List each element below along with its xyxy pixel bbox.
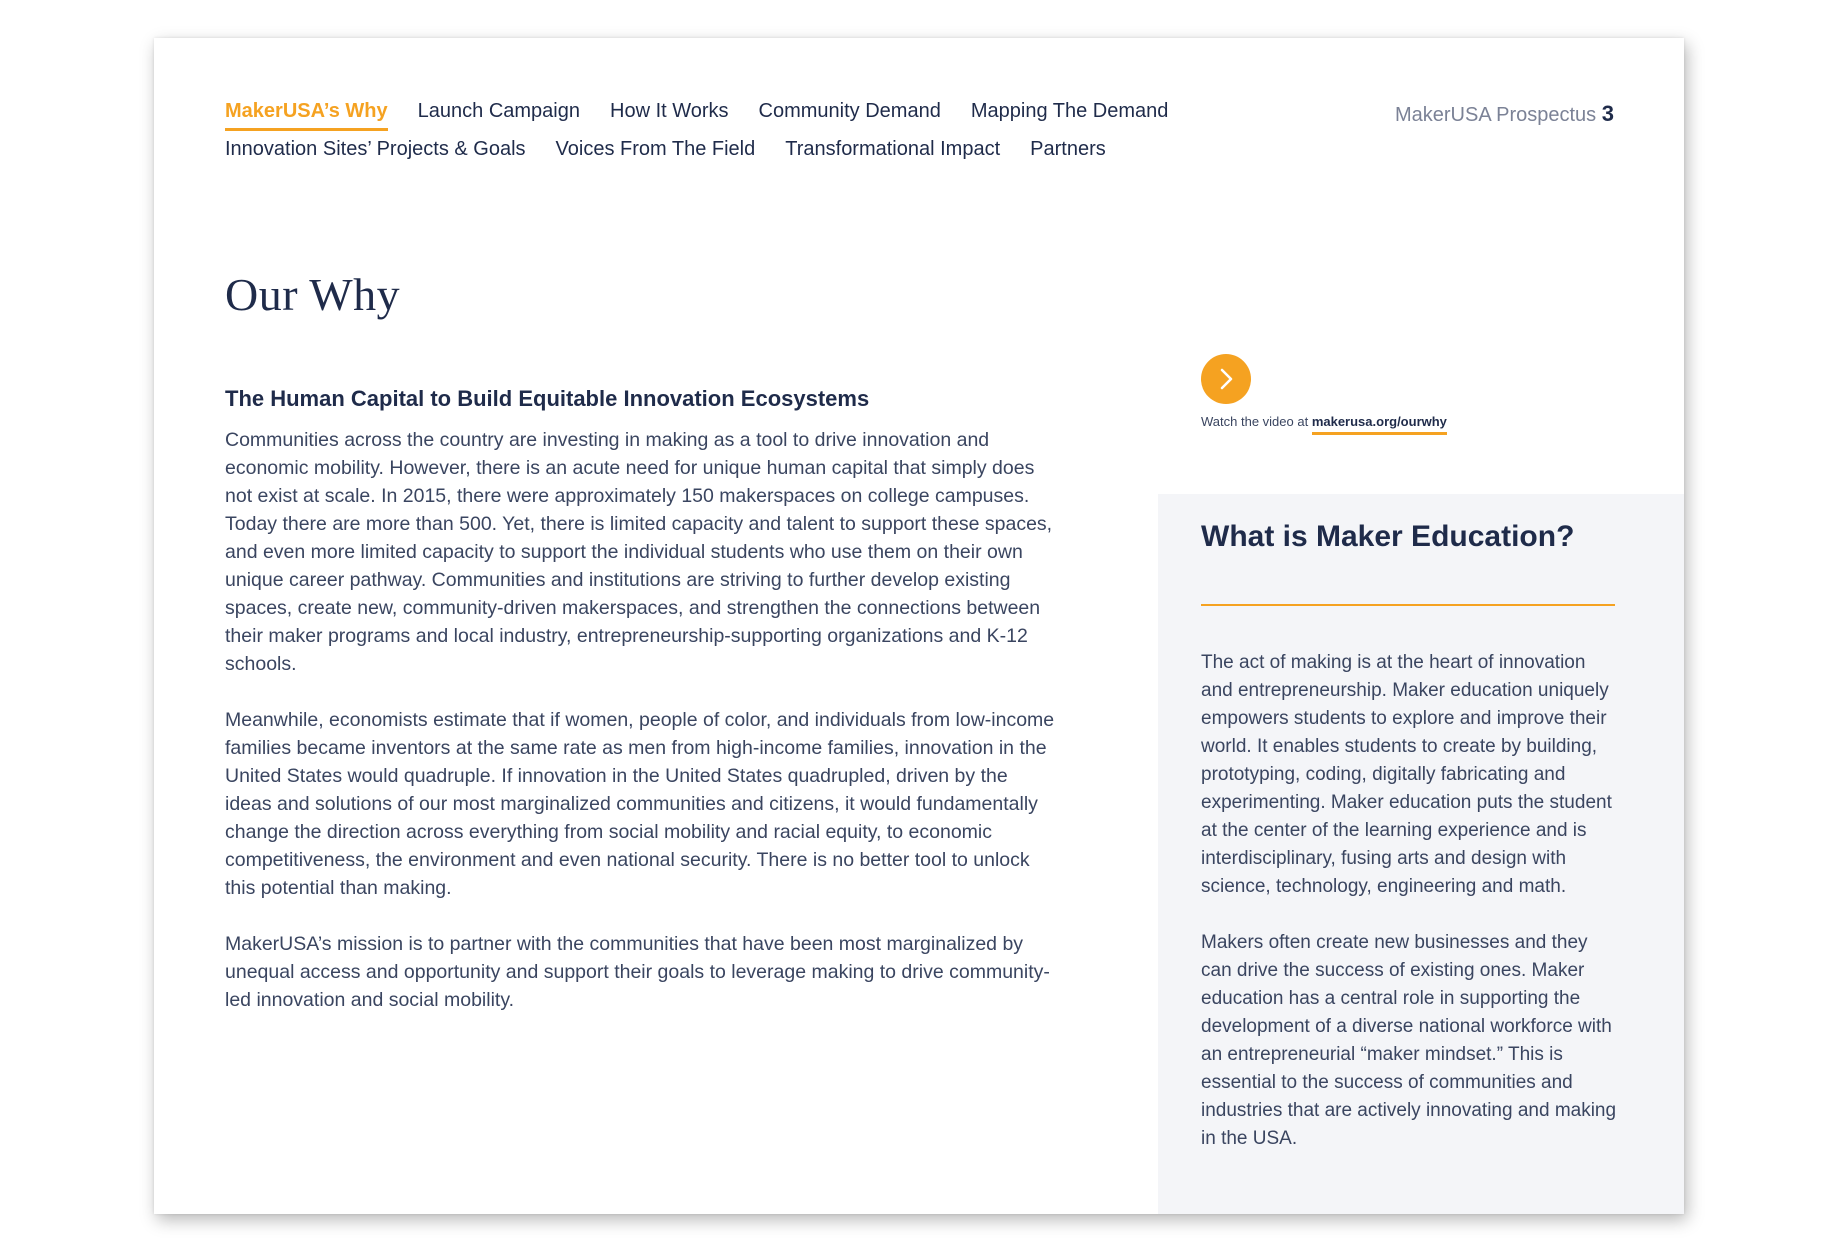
nav-item-voices-from-the-field[interactable]: Voices From The Field xyxy=(555,138,756,160)
video-link[interactable]: makerusa.org/ourwhy xyxy=(1312,414,1447,435)
sidebar-title: What is Maker Education? xyxy=(1201,520,1575,553)
prospectus-page xyxy=(154,38,1684,1214)
body-paragraph-3: MakerUSA’s mission is to partner with the communities that have been most marginalized by unequal access and opportunity and support their goals to leverage making to drive community-led innovation and social mobility. xyxy=(225,933,1050,1011)
video-caption xyxy=(1201,414,1447,429)
main-body xyxy=(225,426,1055,1042)
maker-education-sidebar xyxy=(1158,494,1684,1214)
section-nav xyxy=(225,98,1225,174)
sidebar-divider xyxy=(1201,604,1615,606)
body-paragraph-2: Meanwhile, economists estimate that if women, people of color, and individuals from low-income families became inventors at the same rate as men from high-income families, innovation in the United States would quadruple. If innovation in the United States quadrupled, driven by the ideas and solutions of our most marginalized communities and citizens, it would fundamentally change the direction across everything from social mobility and racial equity, to economic competitiveness, the environment and even national security. There is no better tool to unlock this potential than making. xyxy=(225,709,1055,899)
nav-item-makerusas-why[interactable]: MakerUSA’s Why xyxy=(225,98,388,131)
video-caption-prefix: Watch the video at xyxy=(1201,414,1309,429)
nav-row-2 xyxy=(225,136,1225,174)
sidebar-paragraph-2: Makers often create new businesses and they can drive the success of existing ones. Maker education has a central role in supporting the development of a diverse national workforce with an entrepreneurial “maker mindset.” This is essential to the success of communities and industries that are actively innovating and making in the USA. xyxy=(1201,932,1617,1149)
sidebar-body xyxy=(1201,649,1621,1181)
prospectus-label: MakerUSA Prospectus xyxy=(1394,104,1597,126)
nav-item-how-it-works[interactable]: How It Works xyxy=(610,100,729,122)
video-callout xyxy=(1201,354,1447,429)
nav-item-community-demand[interactable]: Community Demand xyxy=(758,100,941,122)
nav-item-partners[interactable]: Partners xyxy=(1030,138,1106,160)
nav-row-1 xyxy=(225,98,1225,136)
sidebar-paragraph-1: The act of making is at the heart of innovation and entrepreneurship. Maker education uniquely empowers students to explore and improve their world. It enables students to create by building, prototyping, coding, digitally fabricating and experimenting. Maker education puts the student at the center of the learning experience and is interdisciplinary, fusing arts and design with science, technology, engineering and math. xyxy=(1201,652,1612,897)
page-header-label xyxy=(1395,101,1614,127)
nav-item-transformational-impact[interactable]: Transformational Impact xyxy=(785,138,1001,160)
nav-item-innovation-sites[interactable]: Innovation Sites’ Projects & Goals xyxy=(225,138,526,160)
play-video-button[interactable] xyxy=(1201,354,1251,404)
page-title: Our Why xyxy=(225,269,401,320)
nav-item-launch-campaign[interactable]: Launch Campaign xyxy=(417,100,580,122)
body-paragraph-1: Communities across the country are investing in making as a tool to drive innovation and economic mobility. However, there is an acute need for unique human capital that simply does not exist at scale. In 2015, there were approximately 150 makerspaces on college campuses. Today there are more than 500. Yet, there is limited capacity and talent to support these spaces, and even more limited capacity to support the individual students who use them on their own unique career pathway. Communities and institutions are striving to further develop existing spaces, create new, community-driven makerspaces, and strengthen the connections between their maker programs and local industry, entrepreneurship-supporting organizations and K-12 schools. xyxy=(225,429,1053,675)
page-number: 3 xyxy=(1601,101,1614,126)
chevron-right-icon xyxy=(1215,366,1237,392)
nav-item-mapping-the-demand[interactable]: Mapping The Demand xyxy=(970,100,1169,122)
section-subtitle: The Human Capital to Build Equitable Innovation Ecosystems xyxy=(225,386,870,411)
